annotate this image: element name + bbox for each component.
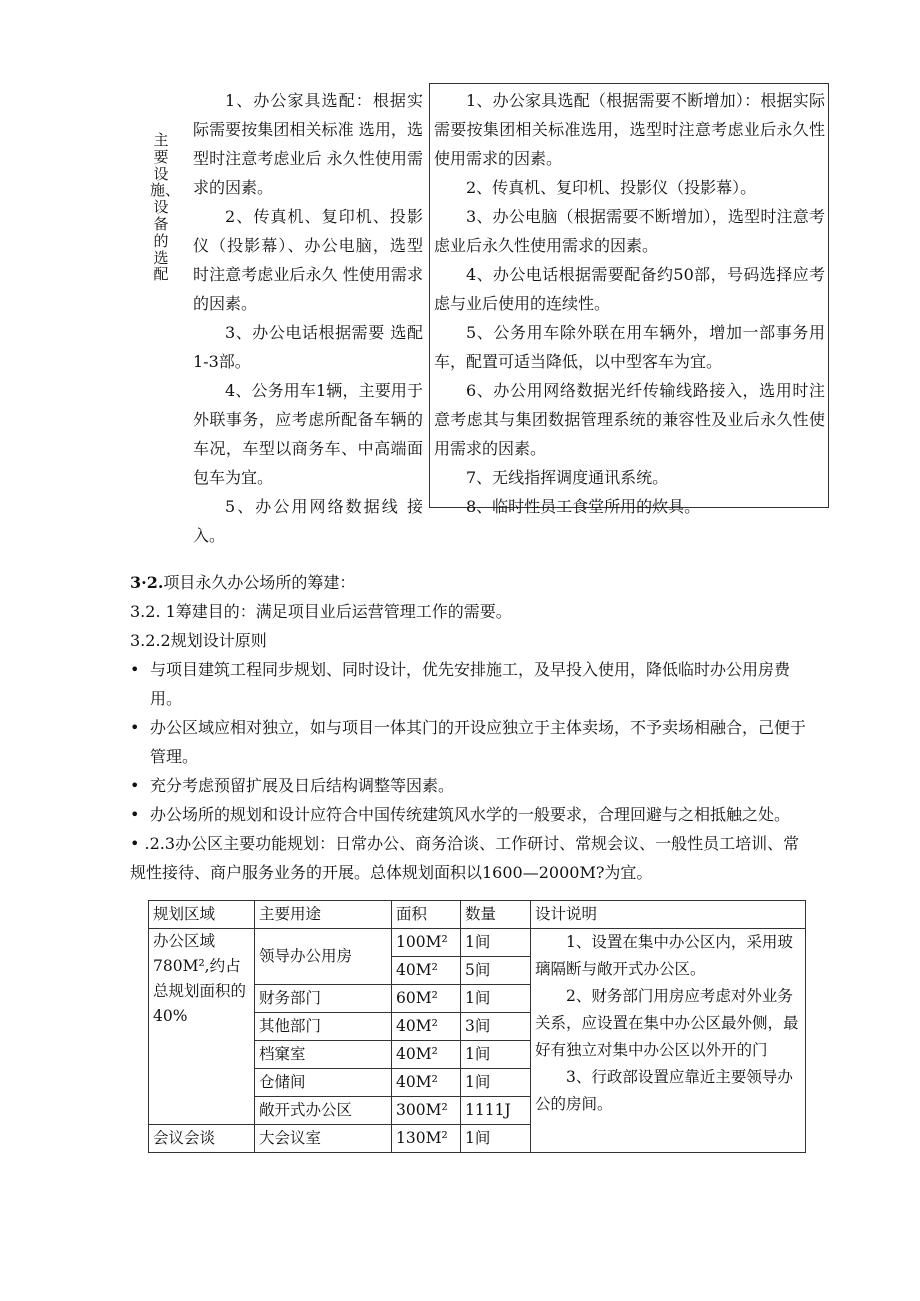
area-cell: 40M² bbox=[392, 1041, 461, 1069]
area-cell: 40M² bbox=[392, 957, 461, 985]
count-cell: 1间 bbox=[461, 1069, 531, 1097]
use-cell: 仓储间 bbox=[255, 1069, 392, 1097]
count-cell: 5间 bbox=[461, 957, 531, 985]
section-line: 3.2.2规划设计原则 bbox=[130, 631, 267, 650]
right-item: 4、办公电话根据需要配备约50部，号码选择应考虑与业后使用的连续性。 bbox=[434, 265, 825, 313]
left-item: 4、公务用车1辆，主要用于外联事务，应考虑所配备车辆的车况，车型以商务车、中高端面包车为宜。 bbox=[193, 381, 423, 487]
bullet-item: • 与项目建筑工程同步规划、同时设计，优先安排施工，及早投入使用，降低临时办公用房费用。 bbox=[130, 655, 810, 713]
function-plan-text: .2.3办公区主要功能规划：日常办公、商务洽谈、工作研讨、常规会议、一般性员工培训、常规性接待、商户服务业务的开展。总体规划面积以1600—2000M?为宜。 bbox=[130, 834, 800, 882]
area-cell: 130M² bbox=[392, 1125, 461, 1153]
header-cell: 规划区域 bbox=[149, 901, 255, 929]
left-column bbox=[193, 86, 423, 550]
bullet-dot: • bbox=[130, 834, 140, 853]
area-cell: 60M² bbox=[392, 985, 461, 1013]
bullet-item: • 办公场所的规划和设计应符合中国传统建筑风水学的一般要求，合理回避与之相抵触之处。 bbox=[130, 800, 810, 829]
right-item: 2、传真机、复印机、投影仪（投影幕）。 bbox=[466, 178, 757, 197]
right-item: 7、无线指挥调度通讯系统。 bbox=[466, 468, 669, 487]
use-cell: 财务部门 bbox=[255, 985, 392, 1013]
header-cell: 设计说明 bbox=[531, 901, 806, 929]
right-item: 6、办公用网络数据光纤传输线路接入，选用时注意考虑其与集团数据管理系统的兼容性及业后永久性使用需求的因素。 bbox=[434, 381, 825, 458]
section-heading-number: 3·2. bbox=[130, 573, 164, 592]
use-cell: 其他部门 bbox=[255, 1013, 392, 1041]
region-cell: 办公区域780M²,约占总规划面积的40% bbox=[149, 929, 255, 1125]
area-cell: 40M² bbox=[392, 1013, 461, 1041]
use-cell: 敞开式办公区 bbox=[255, 1097, 392, 1125]
right-item: 3、办公电脑（根据需要不断增加），选型时注意考虑业后永久性使用需求的因素。 bbox=[434, 207, 825, 255]
left-item: 3、办公电话根据需要 选配1-3部。 bbox=[193, 323, 423, 371]
left-item: 1、办公家具选配：根据实际需要按集团相关标准 选用，选型时注意考虑业后 永久性使用需求的因素。 bbox=[193, 91, 423, 197]
header-cell: 数量 bbox=[461, 901, 531, 929]
count-cell: 1间 bbox=[461, 1125, 531, 1153]
region-cell: 会议会谈 bbox=[149, 1125, 255, 1153]
area-cell: 100M² bbox=[392, 929, 461, 957]
count-cell: 1111J bbox=[461, 1097, 531, 1125]
header-cell: 面积 bbox=[392, 901, 461, 929]
bullet-item: • 办公区域应相对独立，如与项目一体其门的开设应独立于主体卖场，不予卖场相融合，己便于管理。 bbox=[130, 713, 810, 771]
count-cell: 1间 bbox=[461, 929, 531, 957]
design-note: 1、设置在集中办公区内，采用玻璃隔断与敞开式办公区。 bbox=[535, 933, 793, 978]
use-cell: 大会议室 bbox=[255, 1125, 392, 1153]
area-cell: 300M² bbox=[392, 1097, 461, 1125]
section-heading bbox=[130, 568, 810, 597]
bullet-item-function-plan bbox=[130, 829, 810, 887]
right-item: 8、临时性员工食堂所用的炊具。 bbox=[466, 497, 701, 516]
count-cell: 1间 bbox=[461, 1041, 531, 1069]
side-label: 主要设施、设备的选配 bbox=[150, 131, 181, 284]
header-cell: 主要用途 bbox=[255, 901, 392, 929]
use-cell: 档窠室 bbox=[255, 1041, 392, 1069]
table-row bbox=[149, 929, 806, 957]
section-3-2 bbox=[130, 568, 810, 887]
count-cell: 3间 bbox=[461, 1013, 531, 1041]
right-item: 1、办公家具选配（根据需要不断增加）：根据实际需要按集团相关标准选用，选型时注意考虑业后永久性使用需求的因素。 bbox=[434, 91, 825, 168]
section-heading-text: 项目永久办公场所的筹建： bbox=[163, 573, 356, 592]
left-item: 2、传真机、复印机、投影仪（投影幕）、办公电脑，选型时注意考虑业后永久 性使用需求的因素。 bbox=[193, 207, 423, 313]
area-cell: 40M² bbox=[392, 1069, 461, 1097]
section-line: 3.2. 1筹建目的：满足项目业后运营管理工作的需要。 bbox=[130, 602, 512, 621]
planning-table bbox=[148, 900, 806, 1153]
design-notes-cell bbox=[531, 929, 806, 1153]
right-box bbox=[429, 83, 829, 516]
right-item: 5、公务用车除外联在用车辆外，增加一部事务用车，配置可适当降低，以中型客车为宜。 bbox=[434, 323, 825, 371]
bullet-item: • 充分考虑预留扩展及日后结构调整等因素。 bbox=[130, 771, 810, 800]
left-item: 5、办公用网络数据线 接入。 bbox=[193, 497, 423, 545]
use-cell: 领导办公用房 bbox=[255, 929, 392, 985]
design-note: 3、行政部设置应靠近主要领导办公的房间。 bbox=[535, 1068, 793, 1113]
design-note: 2、财务部门用房应考虑对外业务关系，应设置在集中办公区最外侧，最好有独立对集中办公区以外开的门 bbox=[535, 987, 799, 1059]
table-header-row bbox=[149, 901, 806, 929]
count-cell: 1间 bbox=[461, 985, 531, 1013]
